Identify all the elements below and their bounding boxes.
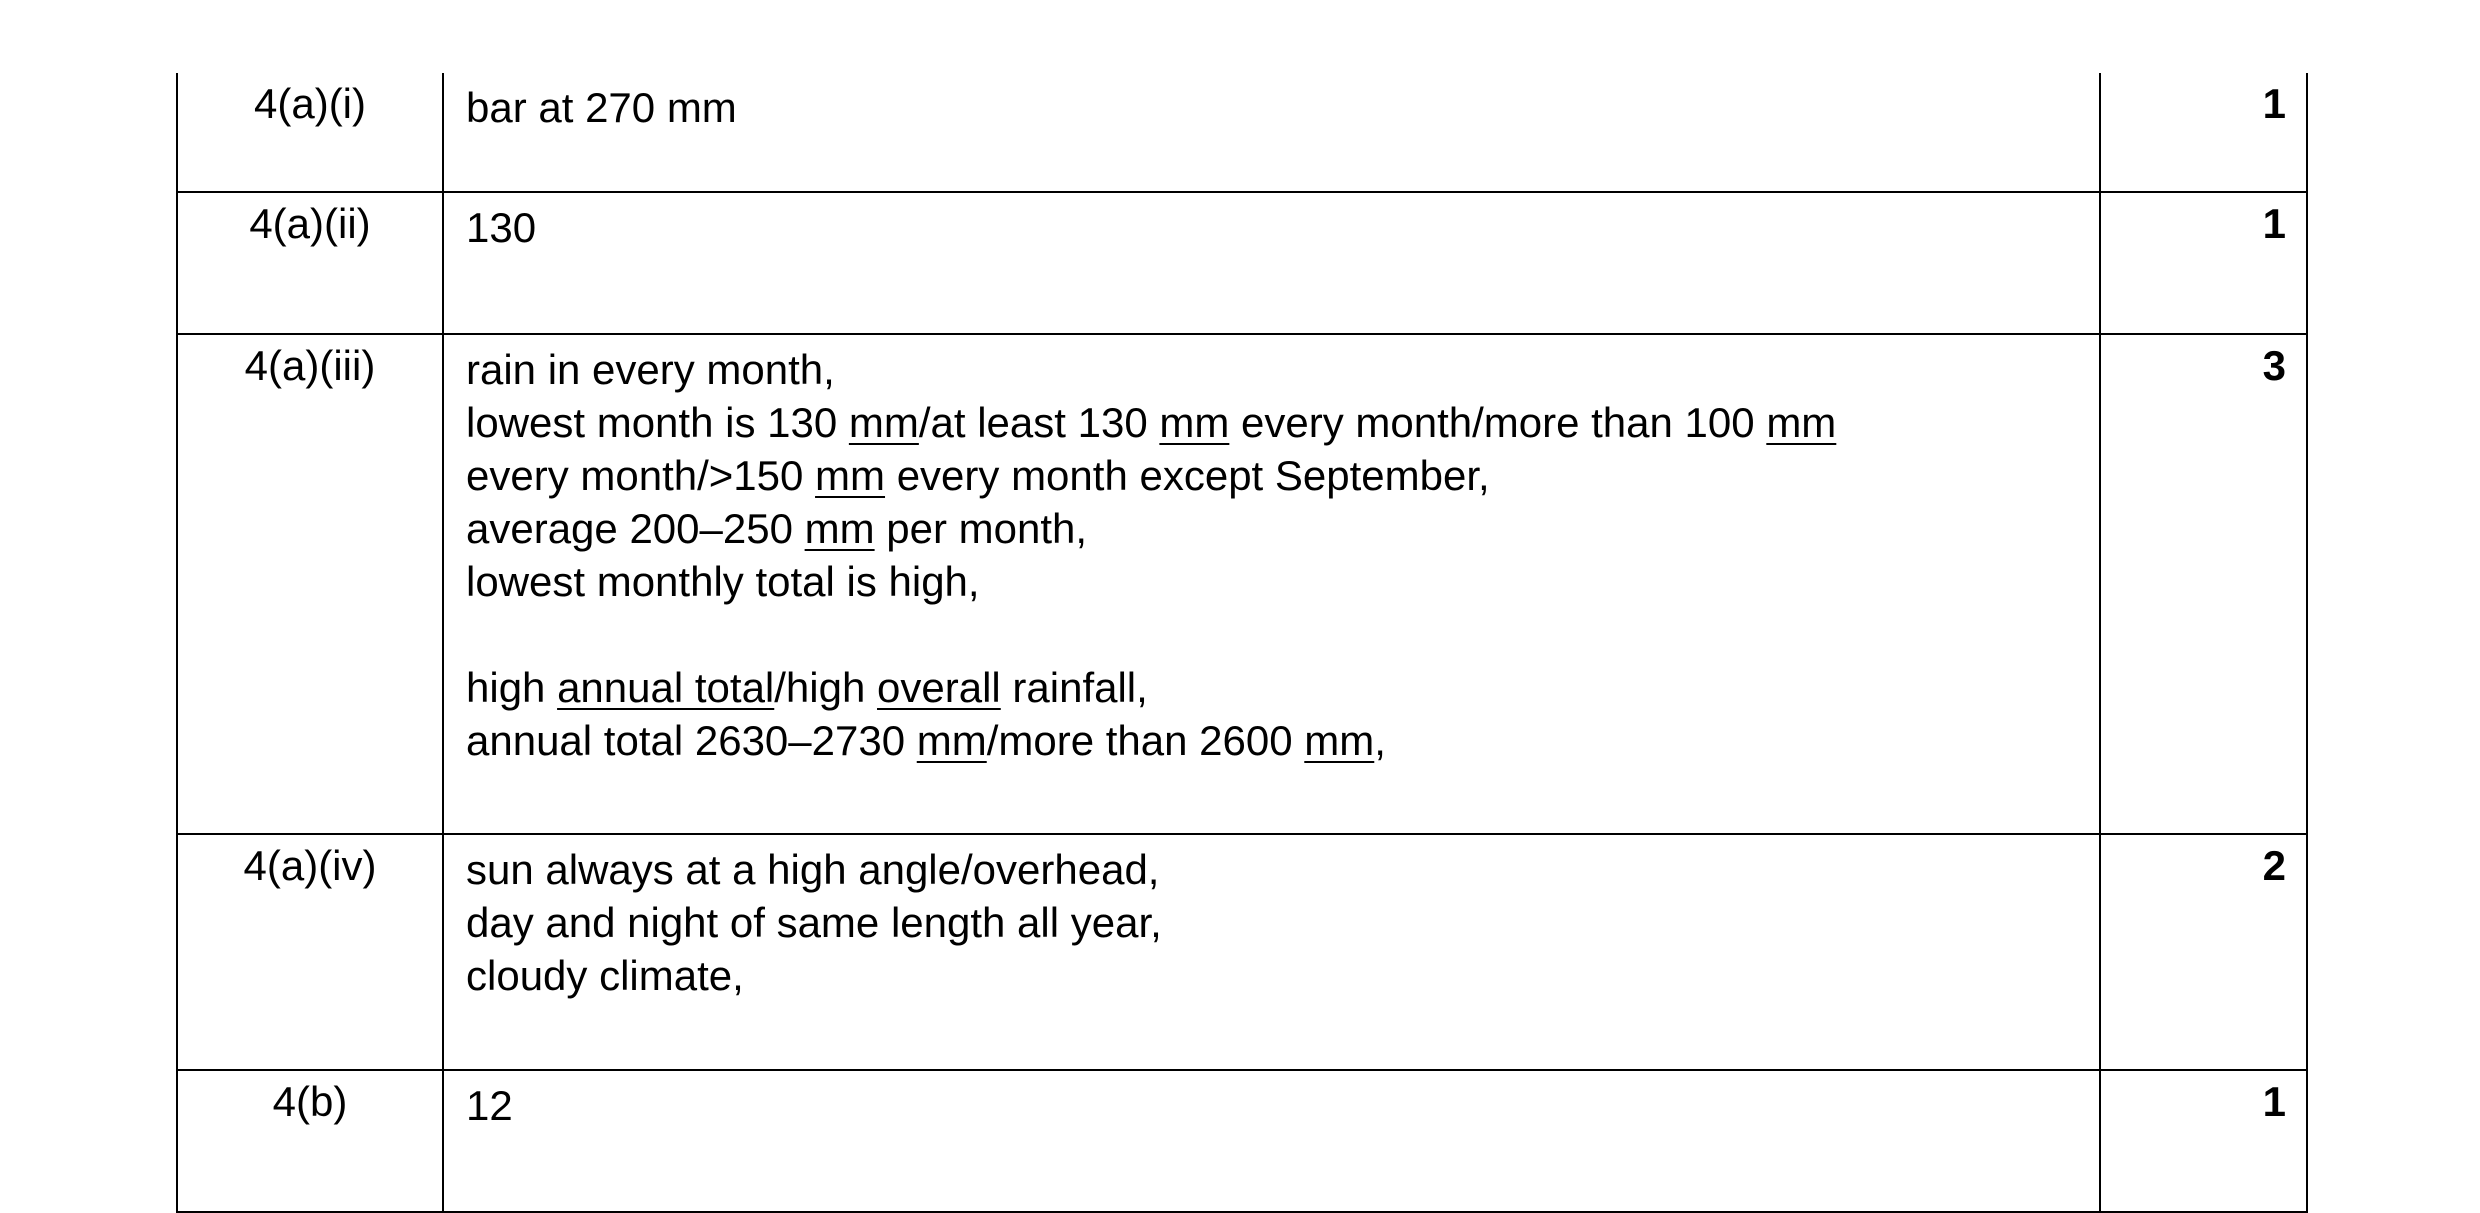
answer-text: /more than 2600 <box>986 717 1305 764</box>
answer-cell <box>443 834 2100 1070</box>
answer-cell <box>443 73 2100 192</box>
answer-text: cloudy climate, <box>466 952 744 999</box>
answer-text: 130 <box>466 204 537 251</box>
underlined-text: mm <box>916 717 987 764</box>
table-row <box>177 73 2307 192</box>
answer-text: , <box>1374 717 1386 764</box>
answer-line <box>466 396 2079 449</box>
answer-line <box>466 201 2079 254</box>
answer-line <box>466 843 2079 896</box>
marks-cell: 1 <box>2100 1070 2307 1212</box>
underlined-text: mm <box>804 505 875 552</box>
answer-text: rainfall, <box>1000 664 1148 711</box>
underlined-text: mm <box>1304 717 1375 764</box>
answer-cell <box>443 334 2100 834</box>
answer-line <box>466 949 2079 1002</box>
answer-line <box>466 661 2079 714</box>
answer-text: /high <box>774 664 878 711</box>
table-row <box>177 334 2307 834</box>
answer-text: sun always at a high angle/overhead, <box>466 846 1160 893</box>
answer-text: high <box>466 664 558 711</box>
underlined-text: annual total <box>557 664 775 711</box>
mark-scheme-table <box>176 73 2308 1213</box>
answer-text: every month/>150 <box>466 452 816 499</box>
answer-text: lowest month is 130 <box>466 399 849 446</box>
answer-text: 12 <box>466 1082 513 1129</box>
question-cell: 4(a)(ii) <box>177 192 443 334</box>
answer-line <box>466 449 2079 502</box>
underlined-text: mm <box>1766 399 1837 446</box>
answer-line <box>466 1079 2079 1132</box>
answer-line <box>466 896 2079 949</box>
answer-line <box>466 555 2079 608</box>
answer-text: bar at 270 mm <box>466 84 737 131</box>
blank-line <box>466 608 2079 661</box>
marks-cell: 3 <box>2100 334 2307 834</box>
table-row <box>177 192 2307 334</box>
answer-text: annual total 2630–2730 <box>466 717 917 764</box>
answer-line <box>466 502 2079 555</box>
underlined-text: mm <box>1159 399 1230 446</box>
question-cell: 4(b) <box>177 1070 443 1212</box>
answer-line <box>466 714 2079 767</box>
marks-cell: 2 <box>2100 834 2307 1070</box>
table-row <box>177 1070 2307 1212</box>
answer-text: day and night of same length all year, <box>466 899 1162 946</box>
answer-text: every month/more than 100 <box>1229 399 1767 446</box>
answer-line <box>466 81 2079 134</box>
answer-line <box>466 343 2079 396</box>
answer-text: average 200–250 <box>466 505 805 552</box>
answer-text: lowest monthly total is high, <box>466 558 980 605</box>
answer-text: rain in every month, <box>466 346 835 393</box>
answer-cell <box>443 1070 2100 1212</box>
answer-text: /at least 130 <box>918 399 1160 446</box>
underlined-text: mm <box>815 452 886 499</box>
marks-cell: 1 <box>2100 192 2307 334</box>
question-cell: 4(a)(iii) <box>177 334 443 834</box>
question-cell: 4(a)(i) <box>177 73 443 192</box>
question-cell: 4(a)(iv) <box>177 834 443 1070</box>
answer-text: every month except September, <box>885 452 1490 499</box>
answer-text: per month, <box>874 505 1088 552</box>
underlined-text: overall <box>877 664 1001 711</box>
underlined-text: mm <box>848 399 919 446</box>
answer-cell <box>443 192 2100 334</box>
marks-cell: 1 <box>2100 73 2307 192</box>
table-row <box>177 834 2307 1070</box>
